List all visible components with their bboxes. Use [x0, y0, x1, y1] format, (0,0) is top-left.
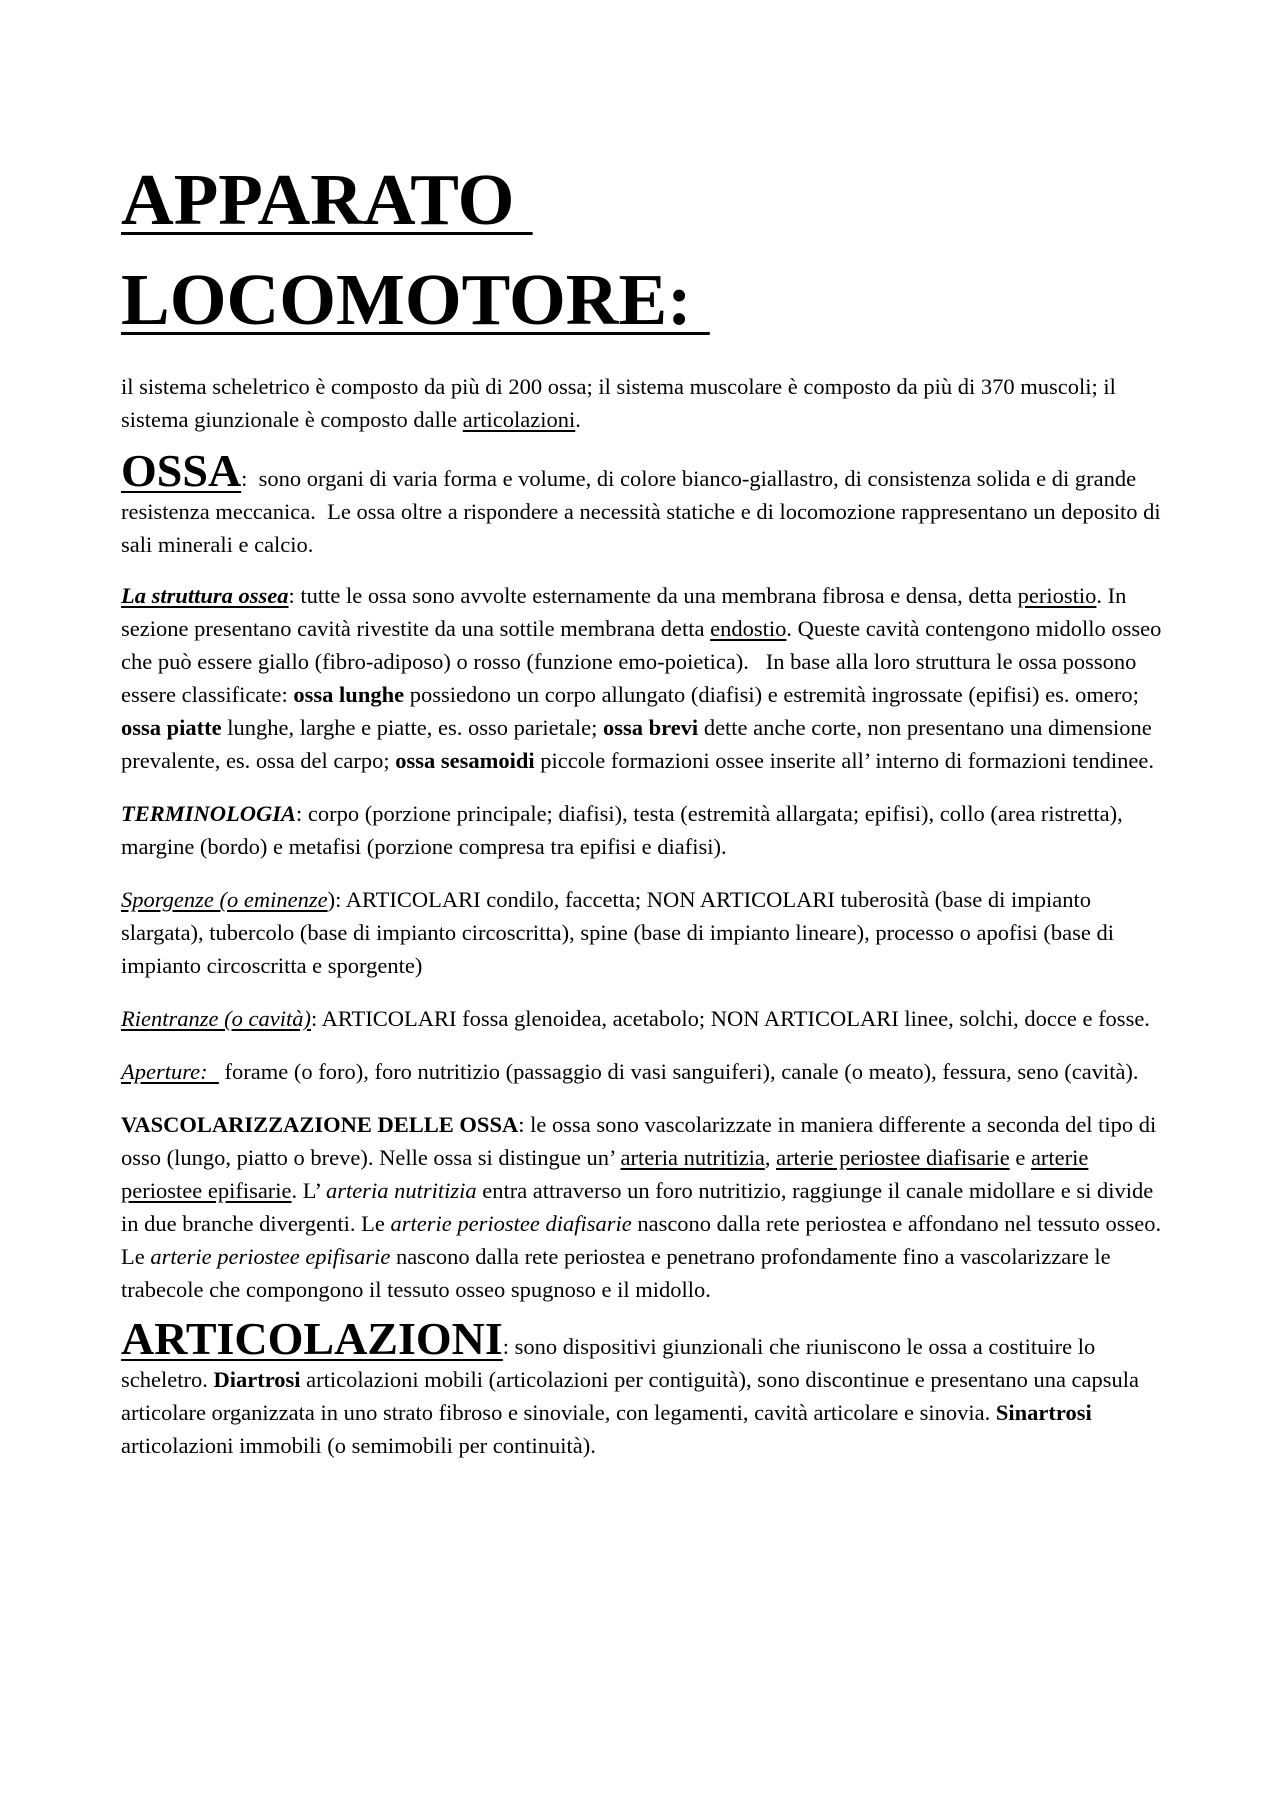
ossa-lunghe-term: ossa lunghe [293, 682, 405, 707]
ossa-brevi-term: ossa brevi [602, 715, 699, 740]
articolazioni-link[interactable]: articolazioni [462, 407, 576, 432]
terminologia-text: : corpo (porzione principale; diafisi), testa (estremità allargata; epifisi), collo (area ristretta), margine (bordo) e metafisi (porzione compresa tra epifisi e diafisi). [121, 801, 1123, 859]
struttura-text-4: possiedono un corpo allungato (diafisi) e estremità ingrossate (epifisi) es. omero; [404, 682, 1145, 707]
struttura-paragraph [121, 579, 1166, 777]
ossa-paragraph [121, 445, 1167, 561]
struttura-text-7: piccole formazioni ossee inserite all’ interno di formazioni tendinee. [534, 748, 1155, 773]
sporgenze-text: ): ARTICOLARI condilo, faccetta; NON ARTICOLARI tuberosità (base di impianto slargata), tubercolo (base di impianto circoscritta), spine (base di impianto lineare), processo o apofisi (base di impianto circoscritta e sporgente) [121, 887, 1115, 978]
ossa-text: : sono organi di varia forma e volume, di colore bianco-giallastro, di consistenza solida e di grande resistenza meccanica. Le ossa oltre a rispondere a necessità statiche e di locomozione rappresentano un deposito di sali minerali e calcio. [121, 466, 1167, 557]
vasc-text-1: : le ossa sono vascolarizzate in maniera differente a seconda del tipo di osso (lungo, piatto o breve). Nelle ossa si distingue un’ [121, 1112, 1157, 1170]
title-line-1: APPARATO [121, 159, 533, 240]
struttura-text-3: . Queste cavità contengono midollo osseo che può essere giallo (fibro-adiposo) o rosso (funzione emo-poietica). In base alla loro struttura le ossa possono essere classificate: [121, 616, 1167, 707]
title-line-2: LOCOMOTORE: [121, 259, 710, 340]
arteria-nutritizia-italic: arteria nutritizia [325, 1178, 477, 1203]
articolazioni-heading: ARTICOLAZIONI [121, 1313, 503, 1364]
aperture-heading: Aperture: [121, 1059, 219, 1084]
aperture-text: forame (o foro), foro nutritizio (passaggio di vasi sanguiferi), canale (o meato), fessura, seno (cavità). [218, 1059, 1139, 1084]
document-title [121, 150, 1166, 350]
vasc-text-2: , [764, 1145, 777, 1170]
intro-end: . [575, 407, 581, 432]
vascolarizzazione-paragraph [121, 1108, 1166, 1306]
struttura-text-2: . In sezione presentano cavità rivestite da una sottile membrana detta [121, 583, 1133, 641]
arteria-nutritizia-term: arteria nutritizia [620, 1145, 765, 1170]
artic-text-1: : sono dispositivi giunzionali che riuniscono le ossa a costituire lo scheletro. [121, 1334, 1096, 1392]
ossa-heading: OSSA [121, 445, 242, 496]
endostio-term: endostio [710, 616, 787, 641]
rientranze-text: : ARTICOLARI fossa glenoidea, acetabolo; NON ARTICOLARI linee, solchi, docce e fosse. [310, 1006, 1150, 1031]
arterie-periostee-diafisarie-term: arterie periostee diafisarie [776, 1145, 1010, 1170]
rientranze-paragraph [121, 1002, 1166, 1035]
artic-text-2: articolazioni mobili (articolazioni per contiguità), sono discontinue e presentano una capsula articolare organizzata in uno strato fibroso e sinoviale, con legamenti, cavità articolare e sinovia. [121, 1367, 1140, 1425]
artic-text-3: articolazioni immobili (o semimobili per continuità). [121, 1433, 596, 1458]
struttura-text-1: : tutte le ossa sono avvolte esternamente da una membrana fibrosa e densa, detta [288, 583, 1018, 608]
terminologia-heading: TERMINOLOGIA [121, 801, 297, 826]
sporgenze-paragraph [121, 883, 1166, 982]
diartrosi-term: Diartrosi [213, 1367, 301, 1392]
aperture-paragraph [121, 1055, 1166, 1088]
vasc-text-7: nascono dalla rete periostea e penetrano profondamente fino a vascolarizzare le trabecole che compongono il tessuto osseo spugnoso e il midollo. [121, 1244, 1111, 1302]
intro-text: il sistema scheletrico è composto da più di 200 ossa; il sistema muscolare è composto da più di 370 muscoli; il sistema giunzionale è composto dalle [121, 374, 1116, 432]
struttura-text-5: lunghe, larghe e piatte, es. osso parietale; [221, 715, 603, 740]
vasc-text-5: entra attraverso un foro nutritizio, raggiunge il canale midollare e si divide in due branche divergenti. Le [121, 1178, 1154, 1236]
sinartrosi-term: Sinartrosi [995, 1400, 1092, 1425]
sporgenze-heading: Sporgenze (o eminenze [121, 887, 328, 912]
vasc-text-3: e [1009, 1145, 1031, 1170]
arterie-diafisarie-italic: arterie periostee diafisarie [390, 1211, 632, 1236]
struttura-heading: La struttura ossea [121, 583, 289, 608]
vascolarizzazione-heading: VASCOLARIZZAZIONE DELLE OSSA [121, 1112, 519, 1137]
terminologia-paragraph [121, 797, 1166, 863]
intro-paragraph [121, 370, 1166, 436]
arterie-epifisarie-italic: arterie periostee epifisarie [150, 1244, 391, 1269]
articolazioni-paragraph [121, 1313, 1166, 1462]
vasc-text-6: nascono dalla rete periostea e affondano nel tessuto osseo. Le [121, 1211, 1162, 1269]
arterie-periostee-epifisarie-term: arterie periostee epifisarie [121, 1145, 1089, 1203]
document-page [121, 150, 1166, 1462]
rientranze-heading: Rientranze (o cavità) [121, 1006, 311, 1031]
periostio-term: periostio [1017, 583, 1097, 608]
struttura-text-6: dette anche corte, non presentano una dimensione prevalente, es. ossa del carpo; [121, 715, 1158, 773]
vasc-text-4: . L’ [291, 1178, 326, 1203]
ossa-piatte-term: ossa piatte [121, 715, 222, 740]
ossa-sesamoidi-term: ossa sesamoidi [395, 748, 535, 773]
